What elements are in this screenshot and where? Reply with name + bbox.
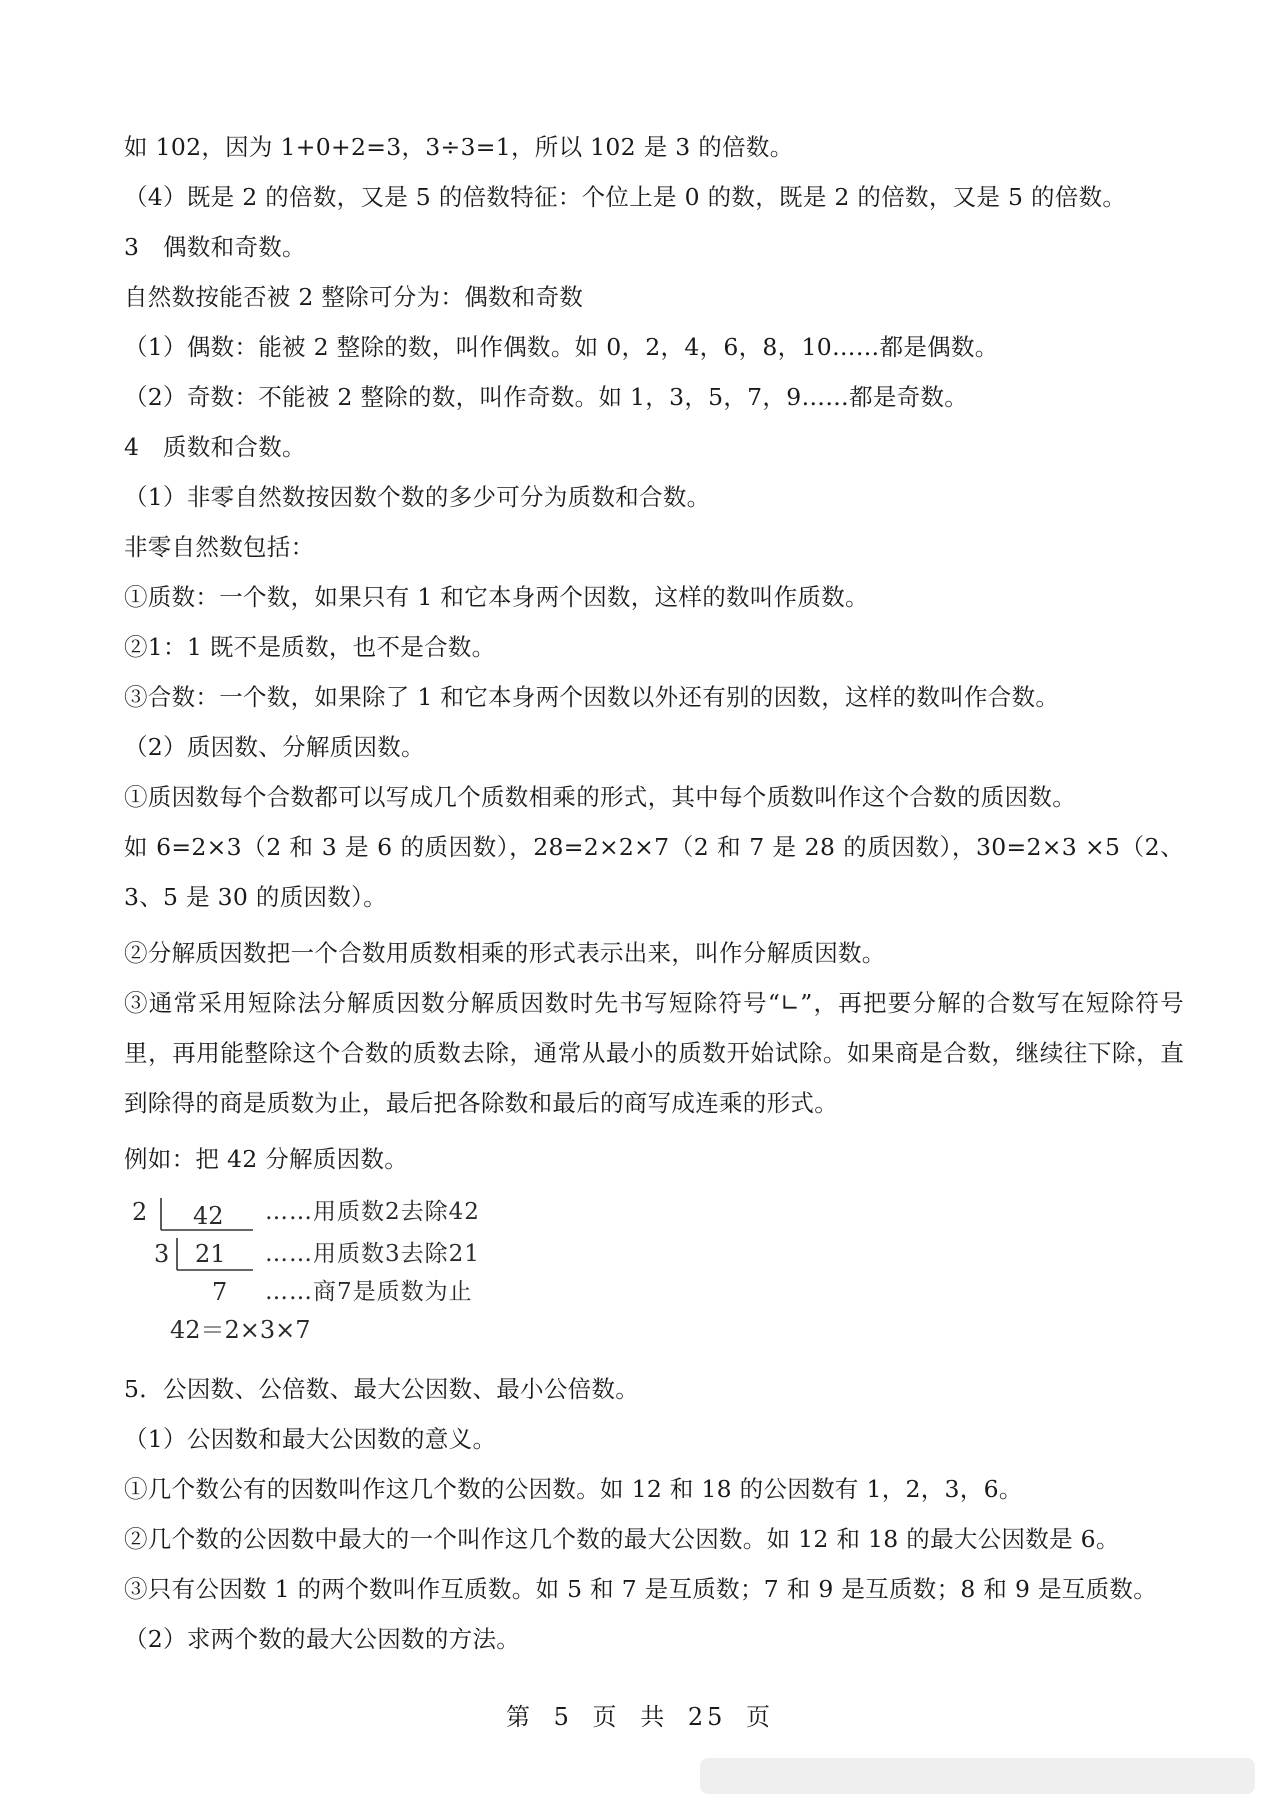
text-line: （1）公因数和最大公因数的意义。	[124, 1425, 497, 1453]
bottom-scroll-bar[interactable]	[700, 1758, 1255, 1794]
text-line: 自然数按能否被 2 整除可分为：偶数和奇数	[124, 283, 584, 311]
section-heading: 5．公因数、公倍数、最大公因数、最小公倍数。	[124, 1375, 640, 1403]
text-line: （1）偶数：能被 2 整除的数，叫作偶数。如 0，2，4，6，8，10……都是偶数。	[124, 333, 999, 361]
text-line: 例如：把 42 分解质因数。	[124, 1145, 409, 1173]
text-line: （1）非零自然数按因数个数的多少可分为质数和合数。	[124, 483, 711, 511]
division-note-3: ……商7是质数为止	[265, 1279, 473, 1305]
text-line: ②分解质因数把一个合数用质数相乘的形式表示出来，叫作分解质因数。	[124, 939, 886, 967]
page-footer	[0, 1697, 1280, 1732]
section-heading: 3 偶数和奇数。	[124, 233, 306, 261]
text-line: ①质数：一个数，如果只有 1 和它本身两个因数，这样的数叫作质数。	[124, 583, 869, 611]
footer-page-unit: 页	[592, 1703, 621, 1731]
short-division-figure	[130, 1198, 570, 1348]
text-line: ③只有公因数 1 的两个数叫作互质数。如 5 和 7 是互质数；7 和 9 是互质数；8 和 9 是互质数。	[124, 1575, 1157, 1603]
text-line: ③合数：一个数，如果除了 1 和它本身两个因数以外还有别的因数，这样的数叫作合数。	[124, 683, 1060, 711]
quotient-1: 21	[195, 1240, 226, 1268]
text-paragraph: ③通常采用短除法分解质因数分解质因数时先书写短除符号“∟”，再把要分解的合数写在短除符号里，再用能整除这个合数的质数去除，通常从最小的质数开始试除。如果商是合数，继续往下除，直到除得的商是质数为止，最后把各除数和最后的商写成连乘的形式。	[124, 989, 1184, 1117]
text-line: ②1：1 既不是质数，也不是合数。	[124, 633, 496, 661]
quotient-2: 7	[212, 1278, 228, 1306]
text-line: ②几个数的公因数中最大的一个叫作这几个数的最大公因数。如 12 和 18 的最大公因数是 6。	[124, 1525, 1120, 1553]
text-line: 非零自然数包括：	[124, 533, 315, 561]
divisor-2: 3	[154, 1240, 170, 1268]
division-note-2: ……用质数3去除21	[265, 1241, 480, 1267]
footer-total-pages: 25	[687, 1703, 727, 1731]
footer-page-number: 5	[553, 1703, 573, 1731]
section-heading: 4 质数和合数。	[124, 433, 306, 461]
footer-total-unit: 页	[746, 1703, 775, 1731]
text-line: ①几个数公有的因数叫作这几个数的公因数。如 12 和 18 的公因数有 1，2，3，6。	[124, 1475, 1023, 1503]
text-line: 如 102，因为 1+0+2=3，3÷3=1，所以 102 是 3 的倍数。	[124, 133, 794, 161]
divisor-1: 2	[132, 1198, 148, 1226]
footer-prefix: 第	[505, 1703, 534, 1731]
footer-total-prefix: 共	[640, 1703, 669, 1731]
text-line: （2）求两个数的最大公因数的方法。	[124, 1625, 521, 1653]
text-line: （2）质因数、分解质因数。	[124, 733, 425, 761]
text-paragraph: 如 6=2×3（2 和 3 是 6 的质因数），28=2×2×7（2 和 7 是 28 的质因数），30=2×3 ×5（2、3、5 是 30 的质因数）。	[124, 833, 1184, 911]
dividend: 42	[193, 1202, 224, 1230]
division-note-1: ……用质数2去除42	[265, 1199, 480, 1225]
division-result: 42＝2×3×7	[170, 1316, 311, 1344]
text-line: ①质因数每个合数都可以写成几个质数相乘的形式，其中每个质数叫作这个合数的质因数。	[124, 783, 1076, 811]
text-line: （2）奇数：不能被 2 整除的数，叫作奇数。如 1，3，5，7，9……都是奇数。	[124, 383, 969, 411]
text-line: （4）既是 2 的倍数，又是 5 的倍数特征：个位上是 0 的数，既是 2 的倍数，又是 5 的倍数。	[124, 183, 1127, 211]
